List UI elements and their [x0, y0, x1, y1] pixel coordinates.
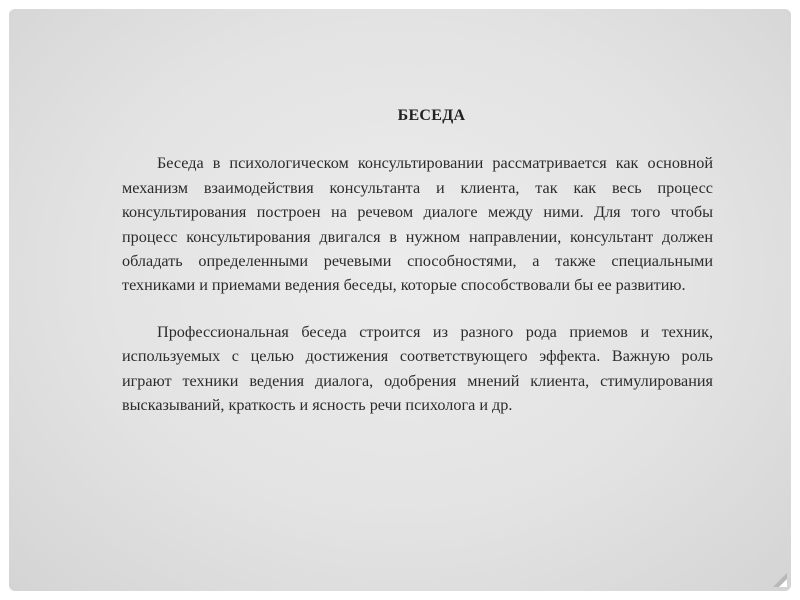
slide-title: БЕСЕДА: [397, 107, 466, 124]
paragraph-2: Профессиональная беседа строится из разного рода приемов и техник, используемых с целью достижения соответствующего эффекта. Важную роль играют техники ведения диалога, одобрения мнений клиента, стимулирования высказываний, краткость и ясность речи психолога и др.: [122, 322, 713, 415]
slide-content: [122, 104, 713, 417]
paragraph-1: Беседа в психологическом консультировании рассматривается как основной механизм взаимодействия консультанта и клиента, так как весь процесс консультирования построен на речевом диалоге между ними. Для того чтобы процесс консультирования двигался в нужном направлении, консультант должен обладать определенными речевыми способностями, а также специальными техниками и приемами ведения беседы, которые способствовали бы ее развитию.: [122, 154, 713, 295]
corner-triangle-inner-icon: [779, 579, 787, 587]
slide: [9, 9, 791, 591]
slide-body: [9, 9, 791, 591]
